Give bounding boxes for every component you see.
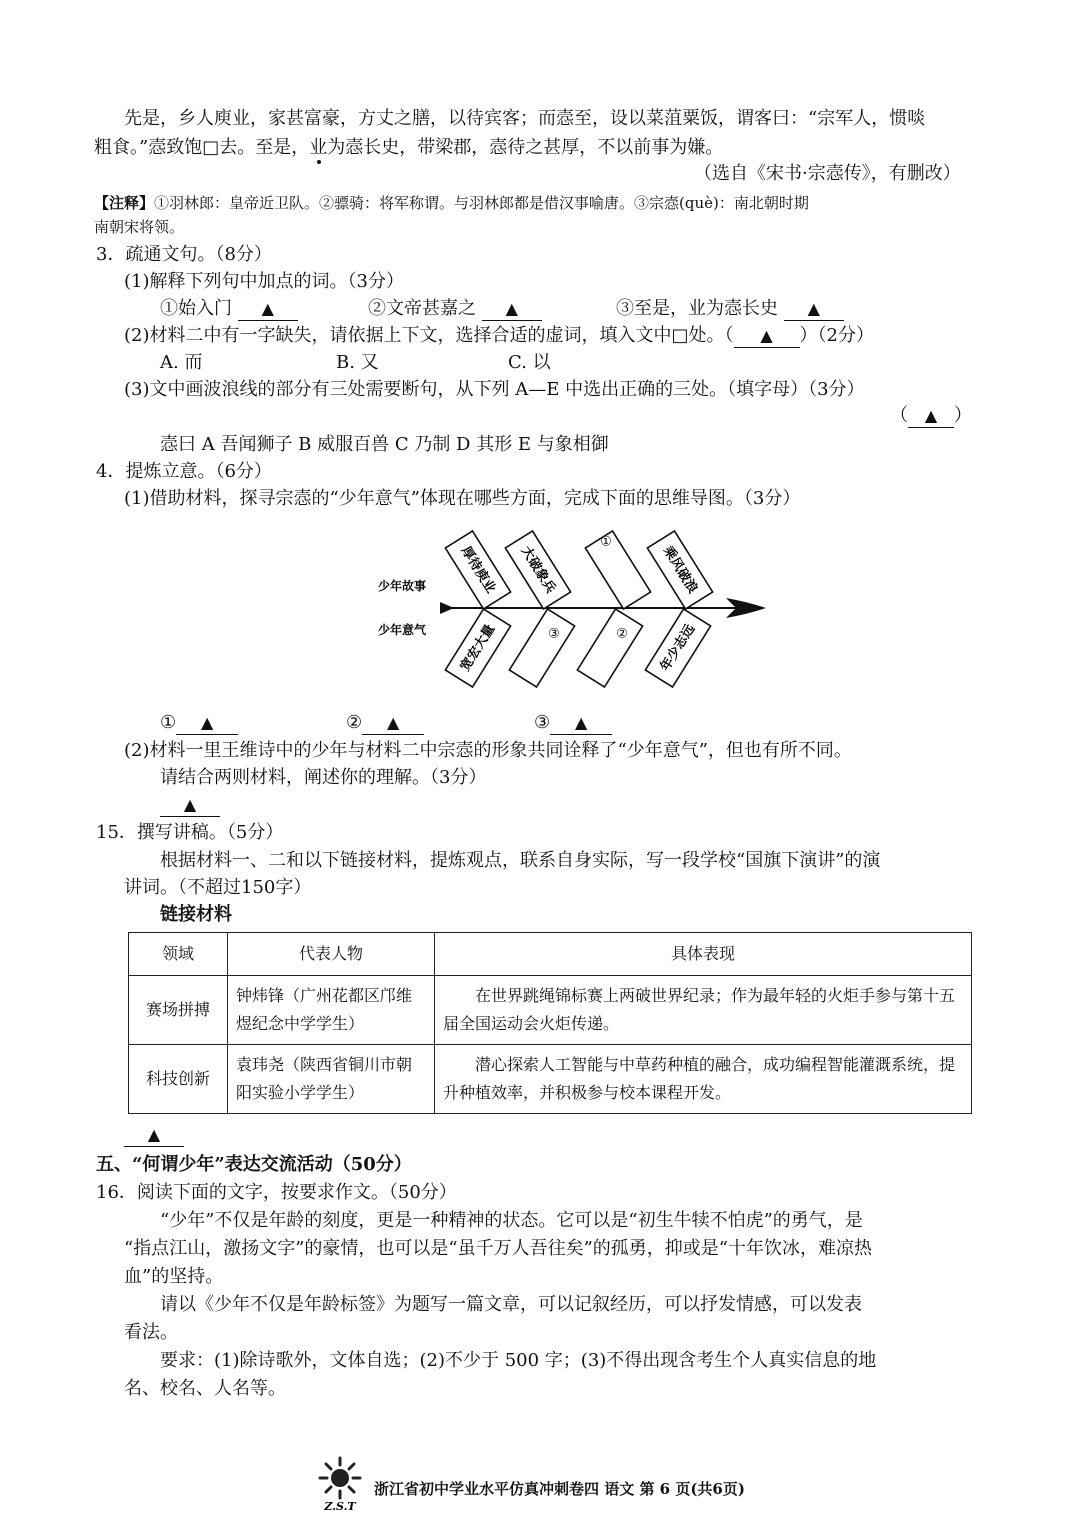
bone-bottom-4 (645, 609, 710, 687)
q16-p1-line-2: “指点江山，激扬文字”的豪情，也可以是“虽千万人吾往矣”的孤勇，抑或是“十年饮冰，难凉热 (124, 1238, 873, 1259)
bone-box (509, 609, 574, 687)
emphasis-dot (317, 160, 321, 164)
q14-title: 4．提炼立意。（6分） (96, 461, 272, 482)
q13-item-2-text: ②文帝甚嘉之 (368, 298, 476, 319)
bone-top-3 (585, 531, 650, 609)
answer-blank[interactable] (784, 298, 844, 321)
table-cell: 潜心探索人工智能与中草药种植的融合，成功编程智能灌溉系统，提升种植效率，并积极参与校本课程开发。 (435, 1045, 972, 1114)
q14-answer-2 (346, 712, 424, 735)
triangle-icon: ▲ (183, 795, 197, 814)
bone-bottom-1 (445, 609, 510, 687)
triangle-icon: ▲ (386, 713, 400, 732)
bone-text: 宽宏大量 (457, 621, 499, 675)
q16-p1-line-1: “少年”不仅是年龄的刻度，更是一种精神的状态。它可以是“初生牛犊不怕虎”的勇气，是 (160, 1210, 863, 1231)
answer-blank[interactable] (482, 298, 542, 321)
table-title: 链接材料 (160, 904, 232, 925)
table-cell: 钟炜锋（广州花都区邝维煜纪念中学学生） (228, 976, 435, 1045)
paren-open: （ (890, 405, 908, 426)
q13-option-b: B. 又 (336, 352, 379, 373)
q15-answer (124, 1124, 184, 1147)
triangle-icon: ▲ (505, 299, 518, 318)
table-row (129, 976, 972, 1045)
bone-top-4 (647, 531, 712, 609)
triangle-icon: ▲ (261, 299, 274, 318)
q16-p3-line-1: 要求：(1)除诗歌外，文体自选；(2)不少于 500 字；(3)不得出现含考生个人真实信息的地 (160, 1350, 877, 1371)
table-header-cell: 代表人物 (228, 933, 435, 976)
answer-num: ① (160, 712, 177, 733)
notes-text-1: ①羽林郎：皇帝近卫队。②骠骑：将军称谓。与羽林郎都是借汉事喻唐。③宗悫(què)：南北朝时期 (154, 194, 809, 212)
q16-p2-line-1: 请以《少年不仅是年龄标签》为题写一篇文章，可以记叙经历，可以抒发情感，可以发表 (160, 1294, 862, 1315)
bone-bottom-2 (509, 609, 574, 687)
q13-item-1-text: ①始入门 (160, 298, 232, 319)
bone-top-1 (445, 531, 510, 609)
answer-blank[interactable] (238, 298, 298, 321)
bone-text: 大破象兵 (517, 543, 559, 597)
table-cell: 在世界跳绳锦标赛上两破世界纪录；作为最年轻的火炬手参与第十五届全国运动会火炬传递。 (435, 976, 972, 1045)
q13-sentence: 悫曰 A 吾闻狮子 B 威服百兽 C 乃制 D 其形 E 与象相御 (160, 434, 609, 455)
q13-item-3 (616, 298, 844, 321)
q13-item-2 (368, 298, 542, 321)
q16-p1-line-3: 血”的坚持。 (124, 1266, 224, 1287)
q14-sub2-answer (160, 794, 220, 817)
bone-bottom-3 (577, 609, 642, 687)
triangle-icon: ▲ (807, 299, 820, 318)
q14-answer-1 (160, 712, 238, 735)
triangle-icon: ▲ (147, 1125, 161, 1144)
answer-num: ② (346, 712, 363, 733)
answer-blank[interactable] (176, 712, 238, 735)
q15-title: 15．撰写讲稿。（5分） (96, 822, 284, 843)
fishbone-tail (440, 602, 454, 614)
sunflower-icon (320, 1458, 360, 1498)
passage-source: （选自《宋书·宗悫传》，有删改） (694, 163, 961, 184)
q13-title: 3．疏通文句。（8分） (96, 244, 272, 265)
bone-text: ③ (548, 626, 560, 642)
passage-line-2: 粗食。”悫致饱□去。至是，业为悫长史，带梁郡，悫待之甚厚，不以前事为嫌。 (94, 137, 724, 158)
q13-option-a: A. 而 (160, 352, 203, 373)
notes-label: 【注释】 (94, 194, 155, 212)
link-material-table (128, 932, 972, 1114)
table-header-cell: 具体表现 (435, 933, 972, 976)
q16-title: 16．阅读下面的文字，按要求作文。（50分） (96, 1182, 457, 1203)
bone-text: 乘风破浪 (659, 543, 701, 597)
q13-sub2 (124, 325, 874, 348)
answer-blank[interactable] (550, 712, 612, 735)
answer-blank[interactable] (124, 1124, 184, 1147)
q13-sub3-answer (890, 405, 972, 428)
table-row (129, 1045, 972, 1114)
section-5-title: 五、“何谓少年”表达交流活动（50分） (96, 1154, 412, 1175)
bone-text: ② (616, 626, 628, 642)
label-shaonian-yiqi: 少年意气 (378, 623, 427, 637)
label-shaonian-gushi: 少年故事 (378, 579, 427, 593)
triangle-icon: ▲ (924, 406, 938, 425)
q14-sub2-line-2: 请结合两则材料，阐述你的理解。（3分） (160, 767, 487, 788)
q14-answer-3 (534, 712, 612, 735)
table-header-row (129, 933, 972, 976)
table-cell: 科技创新 (129, 1045, 228, 1114)
bone-text: ① (600, 534, 612, 550)
bone-text: 厚待庾业 (457, 543, 499, 597)
answer-num: ③ (534, 712, 551, 733)
q15-line-1: 根据材料一、二和以下链接材料，提炼观点，联系自身实际，写一段学校“国旗下演讲”的演 (160, 850, 881, 871)
q13-item-1 (160, 298, 298, 321)
q13-option-c: C. 以 (508, 352, 551, 373)
paren-close: ） (954, 405, 972, 426)
q14-sub2-line-1: (2)材料一里王维诗中的少年与材料二中宗悫的形象共同诠释了“少年意气”，但也有所不同。 (124, 740, 852, 761)
bone-box (585, 531, 650, 609)
table-header-cell: 领域 (129, 933, 228, 976)
logo-text: Z.S.T (324, 1500, 356, 1512)
bone-box (577, 609, 642, 687)
q13-sub1: (1)解释下列句中加点的词。（3分） (124, 271, 404, 292)
q14-sub1: (1)借助材料，探寻宗悫的“少年意气”体现在哪些方面，完成下面的思维导图。（3分） (124, 488, 801, 509)
notes-line-1 (94, 192, 809, 214)
answer-blank[interactable] (908, 405, 954, 428)
q13-item-3-text: ③至是，业为悫长史 (616, 298, 778, 319)
bone-text: 年少志远 (657, 621, 699, 675)
answer-blank[interactable] (362, 712, 424, 735)
table-cell: 赛场拼搏 (129, 976, 228, 1045)
publisher-logo (310, 1456, 370, 1512)
q15-line-2: 讲词。（不超过150字） (124, 877, 312, 898)
triangle-icon: ▲ (574, 713, 588, 732)
triangle-icon: ▲ (200, 713, 214, 732)
answer-blank[interactable] (160, 794, 220, 817)
q16-p3-line-2: 名、校名、人名等。 (124, 1378, 286, 1399)
q13-sub2-end: ）（2分） (799, 325, 874, 346)
bone-top-2 (505, 531, 570, 609)
q16-p2-line-2: 看法。 (124, 1322, 178, 1343)
page-footer: 浙江省初中学业水平仿真冲刺卷四 语文 第 6 页(共6页) (374, 1480, 745, 1498)
table-cell: 袁玮尧（陕西省铜川市朝阳实验小学学生） (228, 1045, 435, 1114)
triangle-icon: ▲ (760, 326, 773, 345)
fishbone-diagram (360, 518, 780, 708)
answer-blank[interactable] (734, 325, 800, 348)
passage-line-1: 先是，乡人庾业，家甚富豪，方丈之膳，以待宾客；而悫至，设以菜菹粟饭，谓客曰：“宗军人，惯啖 (124, 108, 926, 129)
notes-line-2: 南朝宋将领。 (94, 218, 185, 236)
q13-sub3: (3)文中画波浪线的部分有三处需要断句，从下列 A—E 中选出正确的三处。（填字母）（3分） (124, 379, 865, 400)
q13-sub2-text: (2)材料二中有一字缺失，请依据上下文，选择合适的虚词，填入文中□处。（ (124, 325, 734, 346)
